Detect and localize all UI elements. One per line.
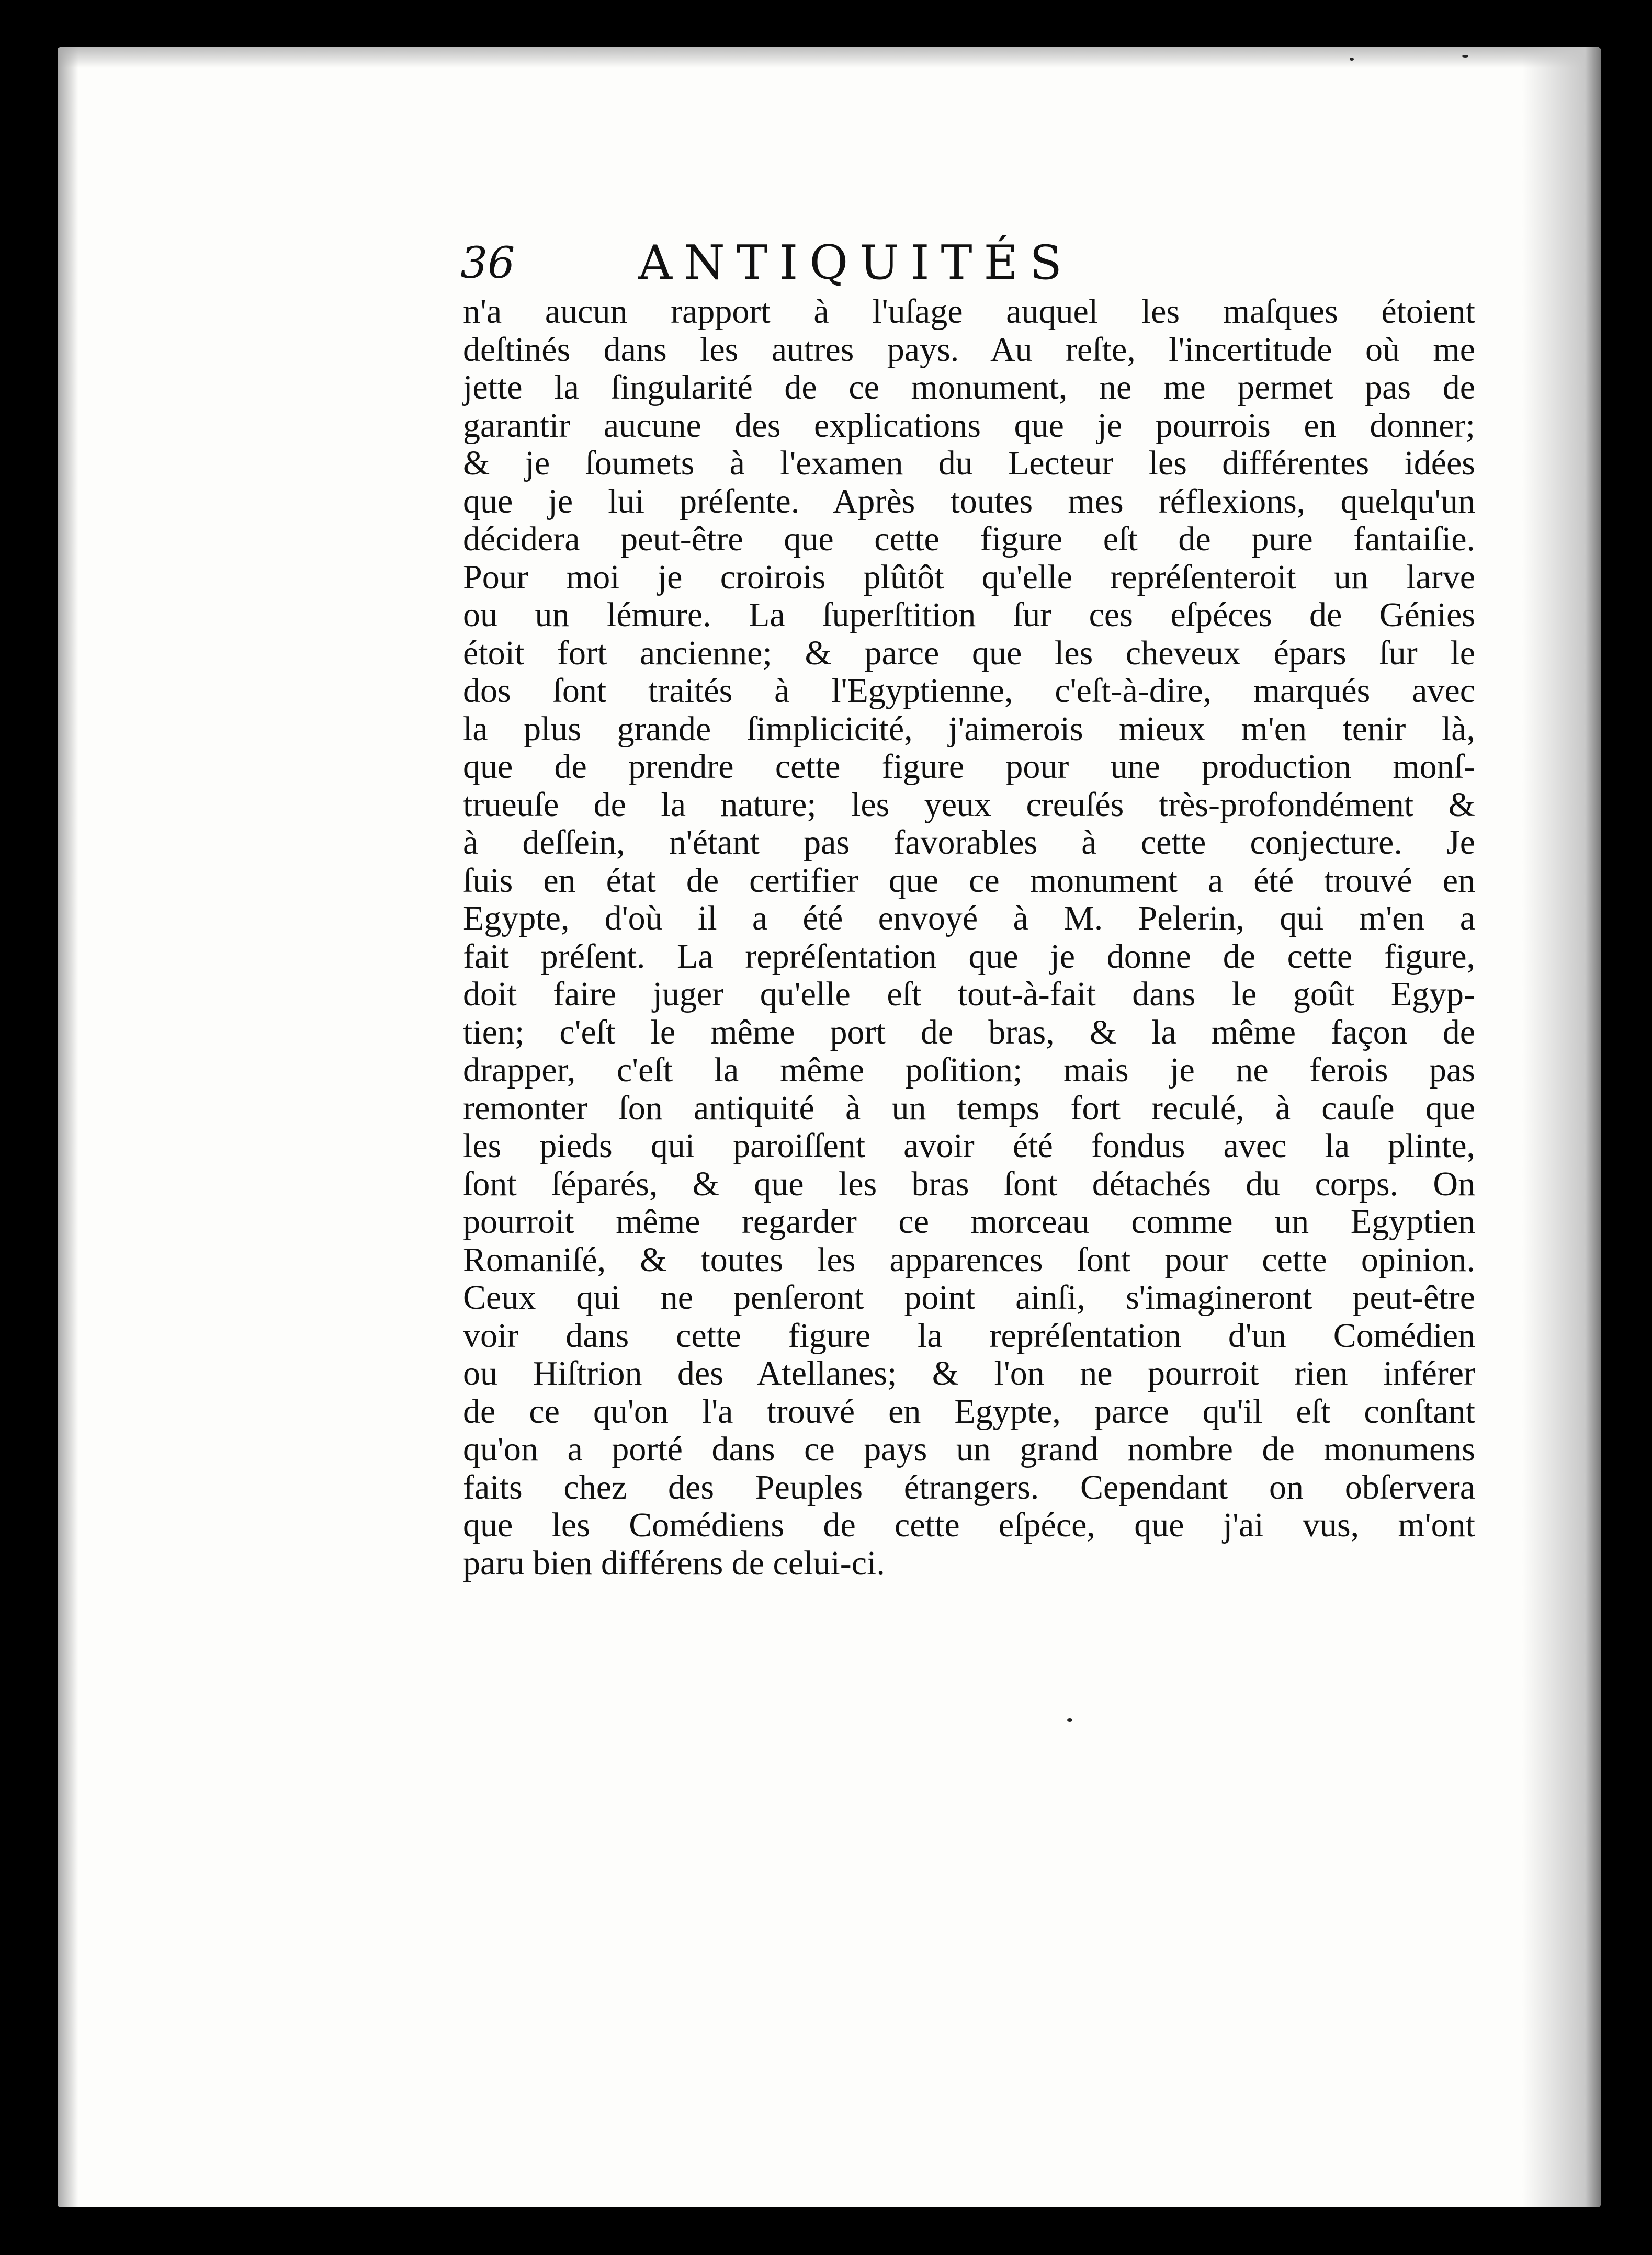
text-line: dos ſont traités à l'Egyptienne, c'eſt-à-dire, marqués avec — [463, 672, 1475, 710]
text-line: fait préſent. La repréſentation que je donne de cette figure, — [463, 937, 1475, 976]
text-line: paru bien différens de celui-ci. — [463, 1544, 885, 1582]
text-line: faits chez des Peuples étrangers. Cependant on obſervera — [463, 1468, 1475, 1506]
text-line: qu'on a porté dans ce pays un grand nombre de monumens — [463, 1430, 1475, 1468]
running-head — [460, 235, 1287, 298]
book-page — [58, 47, 1601, 2207]
text-line: que les Comédiens de cette eſpéce, que j'ai vus, m'ont — [463, 1506, 1475, 1544]
text-line: la plus grande ſimplicicité, j'aimerois mieux m'en tenir là, — [463, 709, 1475, 748]
ink-speck — [1067, 1718, 1072, 1722]
body-text — [463, 293, 1475, 1582]
text-line: ſuis en état de certifier que ce monument a été trouvé en — [463, 861, 1475, 900]
text-line: trueuſe de la nature; les yeux creuſés très-profondément & — [463, 785, 1475, 824]
page-shadow-right — [1522, 47, 1601, 2207]
text-line: Ceux qui ne penſeront point ainſi, s'imagineront peut-être — [463, 1278, 1475, 1317]
text-line: jette la ſingularité de ce monument, ne me permet pas de — [463, 368, 1475, 406]
running-title: ANTIQUITÉS — [638, 235, 1073, 290]
text-line: n'a aucun rapport à l'uſage auquel les maſques étoient — [463, 292, 1475, 331]
text-line: ou Hiſtrion des Atellanes; & l'on ne pourroit rien inférer — [463, 1354, 1475, 1392]
text-line: à deſſein, n'étant pas favorables à cette conjecture. Je — [463, 823, 1475, 862]
text-line: doit faire juger qu'elle eſt tout-à-fait dans le goût Egyp- — [463, 975, 1475, 1013]
text-line: étoit fort ancienne; & parce que les cheveux épars ſur le — [463, 633, 1475, 672]
text-line: pourroit même regarder ce morceau comme un Egyptien — [463, 1203, 1475, 1241]
text-line: ou un lémure. La ſuperſtition ſur ces eſpéces de Génies — [463, 596, 1475, 634]
ink-speck — [1462, 55, 1468, 58]
text-line: décidera peut-être que cette figure eſt de pure fantaiſie. — [463, 520, 1475, 558]
text-line: ſont ſéparés, & que les bras ſont détachés du corps. On — [463, 1164, 1475, 1203]
text-line: deſtinés dans les autres pays. Au reſte, l'incertitude où me — [463, 330, 1475, 369]
text-line: de ce qu'on l'a trouvé en Egypte, parce qu'il eſt conſtant — [463, 1392, 1475, 1431]
text-line: & je ſoumets à l'examen du Lecteur les différentes idées — [463, 444, 1475, 482]
text-line: Romaniſé, & toutes les apparences ſont pour cette opinion. — [463, 1240, 1475, 1279]
text-line: que je lui préſente. Après toutes mes réflexions, quelqu'un — [463, 482, 1475, 520]
text-line: tien; c'eſt le même port de bras, & la même façon de — [463, 1013, 1475, 1051]
ink-speck — [1350, 58, 1354, 61]
text-line: drapper, c'eſt la même poſition; mais je ne ferois pas — [463, 1051, 1475, 1089]
page-number: 36 — [460, 239, 515, 288]
text-line: que de prendre cette figure pour une production monſ- — [463, 747, 1475, 786]
page-shadow-left — [58, 47, 78, 2207]
text-line: garantir aucune des explications que je pourrois en donner; — [463, 406, 1475, 445]
text-line: remonter ſon antiquité à un temps fort reculé, à cauſe que — [463, 1089, 1475, 1127]
text-line: voir dans cette figure la repréſentation d'un Comédien — [463, 1316, 1475, 1355]
text-line: Egypte, d'où il a été envoyé à M. Pelerin, qui m'en a — [463, 899, 1475, 937]
text-line: les pieds qui paroiſſent avoir été fondus avec la plinte, — [463, 1127, 1475, 1165]
page-shadow-top — [58, 47, 1601, 68]
text-line: Pour moi je croirois plûtôt qu'elle repréſenteroit un larve — [463, 558, 1475, 596]
